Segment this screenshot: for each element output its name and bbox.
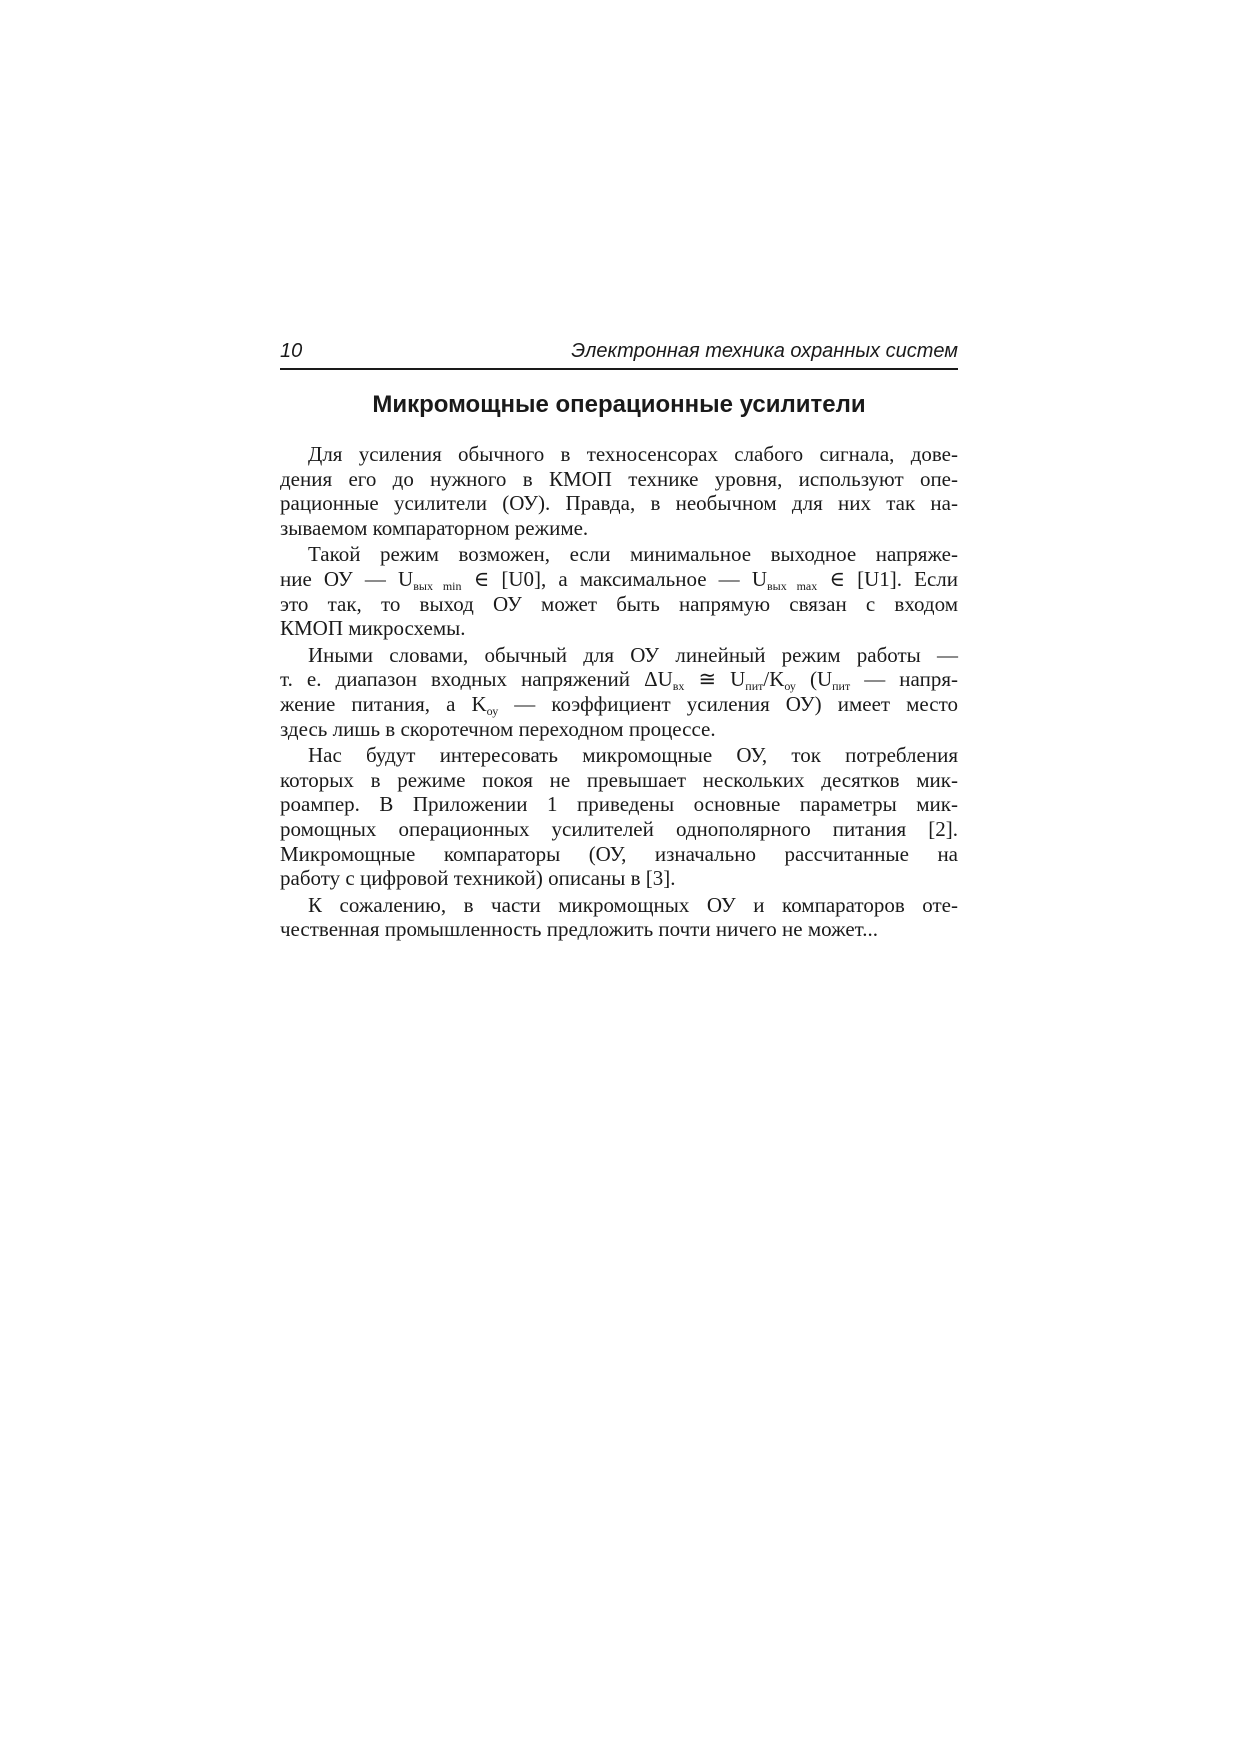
book-page bbox=[280, 338, 958, 944]
text-run: ≅ U bbox=[684, 667, 746, 692]
text-line: Иными словами, обычный для ОУ линейный режим работы — bbox=[308, 642, 958, 667]
text-run: т. е. диапазон входных напряжений ΔU bbox=[280, 667, 673, 692]
text-line bbox=[280, 567, 958, 592]
text-line: дения его до нужного в КМОП технике уровня, используют опе- bbox=[280, 466, 958, 491]
subscript: оу bbox=[486, 703, 499, 718]
text-line: которых в режиме покоя не превышает нескольких десятков мик- bbox=[280, 767, 958, 792]
text-run: ние ОУ — U bbox=[280, 566, 414, 591]
text-line: работу с цифровой техникой) описаны в [3]. bbox=[280, 866, 676, 891]
text-line: К сожалению, в части микромощных ОУ и компараторов оте- bbox=[308, 892, 958, 917]
text-line: здесь лишь в скоротечном переходном процессе. bbox=[280, 716, 716, 741]
text-line: Микромощные компараторы (ОУ, изначально рассчитанные на bbox=[280, 841, 958, 866]
subscript: оу bbox=[784, 679, 796, 694]
text-run: ∈ [U1]. Если bbox=[817, 566, 958, 591]
running-title: Электронная техника охранных систем bbox=[571, 340, 958, 362]
text-line bbox=[280, 667, 958, 692]
text-line bbox=[280, 692, 958, 717]
paragraph-5 bbox=[280, 893, 958, 942]
section-title: Микромощные операционные усилители bbox=[372, 391, 866, 418]
text-line: Нас будут интересовать микромощные ОУ, ток потребления bbox=[308, 743, 958, 768]
text-run: ∈ [U0], а максимальное — U bbox=[461, 566, 767, 591]
text-line: Такой режим возможен, если минимальное выходное напряже- bbox=[308, 542, 958, 567]
subscript: пит bbox=[745, 679, 764, 694]
paragraph-3 bbox=[280, 643, 958, 741]
text-run: — коэффициент усиления ОУ) имеет место bbox=[498, 691, 958, 716]
paragraph-1 bbox=[280, 442, 958, 540]
paragraph-4 bbox=[280, 743, 958, 891]
text-line: рационные усилители (ОУ). Правда, в необычном для них так на- bbox=[280, 491, 958, 516]
text-run: — напря- bbox=[850, 667, 958, 692]
subscript: вх bbox=[672, 679, 685, 694]
running-header bbox=[280, 338, 958, 370]
page-number: 10 bbox=[280, 340, 303, 362]
text-line: роампер. В Приложении 1 приведены основные параметры мик- bbox=[280, 792, 958, 817]
text-run: /K bbox=[763, 667, 785, 692]
text-line: КМОП микросхемы. bbox=[280, 616, 466, 641]
paragraph-2 bbox=[280, 542, 958, 640]
subscript: пит bbox=[832, 679, 851, 694]
subscript: вых min bbox=[413, 578, 462, 593]
body-text bbox=[280, 442, 958, 942]
text-line: это так, то выход ОУ может быть напрямую связан с входом bbox=[280, 591, 958, 616]
text-line: Для усиления обычного в техносенсорах слабого сигнала, дове- bbox=[308, 442, 958, 466]
text-line: чественная промышленность предложить почти ничего не может... bbox=[280, 917, 879, 942]
subscript: вых max bbox=[766, 578, 818, 593]
text-line: ромощных операционных усилителей однополярного питания [2]. bbox=[280, 816, 958, 841]
text-run: жение питания, а K bbox=[280, 691, 487, 716]
text-line: зываемом компараторном режиме. bbox=[280, 515, 589, 540]
text-run: (U bbox=[795, 667, 833, 692]
